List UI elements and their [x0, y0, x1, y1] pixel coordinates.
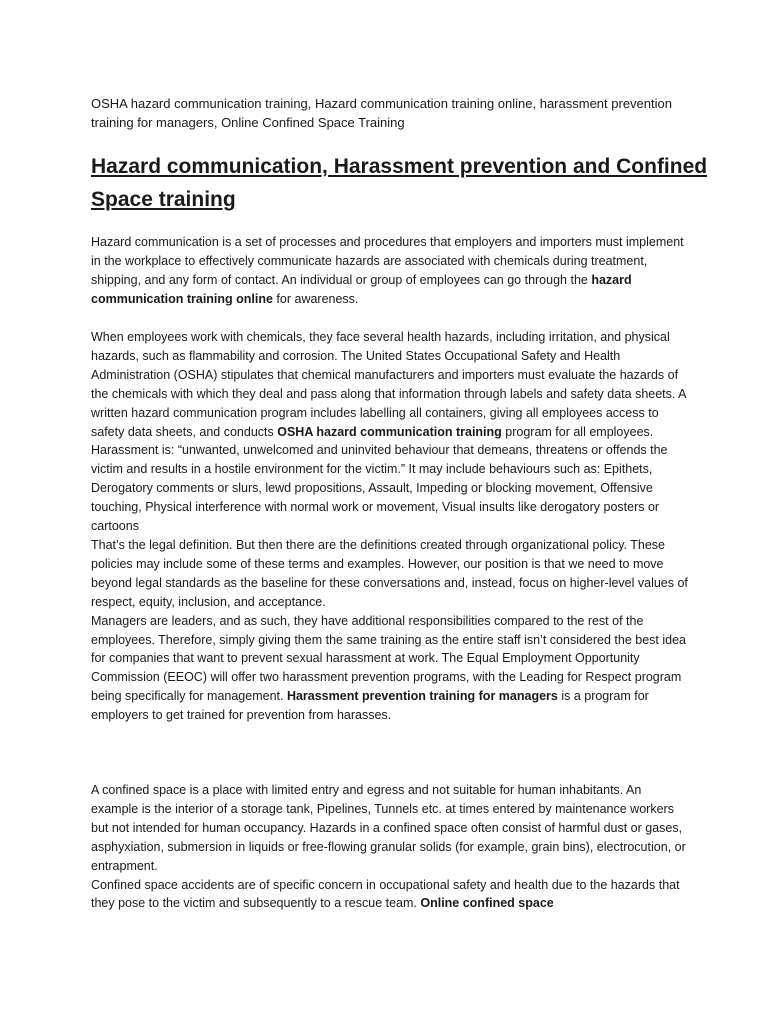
text-run: When employees work with chemicals, they face several health hazards, including irritation, and physical hazards, such as flammability and corrosion. The United States Occupational Safety and Health Administration (OSHA) stipulates that chemical manufacturers and importers must evaluate the hazards of the chemicals with which they deal and pass along that information through labels and safety data sheets. A written hazard communication program includes labelling all containers, giving all employees access to safety data sheets, and conducts: [91, 330, 686, 439]
bold-keyword: hazard communication training online: [91, 272, 632, 306]
bold-keyword: Harassment prevention training for managers: [286, 689, 558, 704]
bold-keyword: OSHA hazard communication training: [277, 424, 502, 439]
text-run: program for all employees.: [501, 424, 654, 439]
legal-definition: That’s the legal definition. But then there are the definitions created through organizational policy. These policies may include some of these terms and examples. However, our position is that we need to move beyond legal standards as the baseline for these conversations and, instead, focus on higher-level values of respect, equity, inclusion, and acceptance.: [91, 537, 688, 609]
text-run: Hazard communication is a set of processes and procedures that employers and importers must implement in the workplace to effectively communicate hazards are associated with chemicals during treatment, shipping, and any form of contact. An individual or group of employees can go through the: [91, 235, 684, 287]
harassment-definition: Harassment is: “unwanted, unwelcomed and uninvited behaviour that demeans, threatens or offends the victim and results in a hostile environment for the victim.” It may include behaviours such as: Epithets, Derogatory comments or slurs, lewd propositions, Assault, Impeding or blocking movement, Offensive touching, Physical interference with normal work or movement, Visual insults like derogatory posters or cartoons: [91, 443, 668, 534]
bold-keyword: Online confined space: [420, 896, 554, 911]
page-title: Hazard communication, Harassment prevention and Confined Space training: [91, 155, 708, 211]
text-run: Confined space accidents are of specific concern in occupational safety and health due to the hazards that they pose to the victim and subsequently to a rescue team.: [91, 877, 680, 911]
managers-text: Managers are leaders, and as such, they have additional responsibilities compared to the rest of the employees. Therefore, simply giving them the same training as the entire staff isn’t considered the best idea for companies that want to prevent sexual harassment at work. The Equal Employment Opportunity Commission (EEOC) will offer two harassment prevention programs, with the Leading for Respect program being specifically for management.: [91, 613, 686, 704]
paragraph-confined-space: [91, 781, 691, 913]
paragraph-hazard-communication: [91, 233, 691, 309]
confined-definition: A confined space is a place with limited entry and egress and not suitable for human inhabitants. An example is the interior of a storage tank, Pipelines, Tunnels etc. at times entered by maintenance workers but not intended for human occupancy. Hazards in a confined space often consist of harmful dust or gases, asphyxiation, submersion in liquids or free-flowing granular solids (for example, grain bins), electrocution, or entrapment.: [91, 783, 686, 873]
text-run: for awareness.: [272, 291, 359, 306]
keywords-line: OSHA hazard communication training, Hazard communication training online, harassment prevention training for managers, Online Confined Space Training: [91, 96, 672, 130]
paragraph-chemicals-harassment: [91, 328, 691, 725]
text-run: is a program for employers to get trained for prevention from harasses.: [91, 689, 649, 723]
